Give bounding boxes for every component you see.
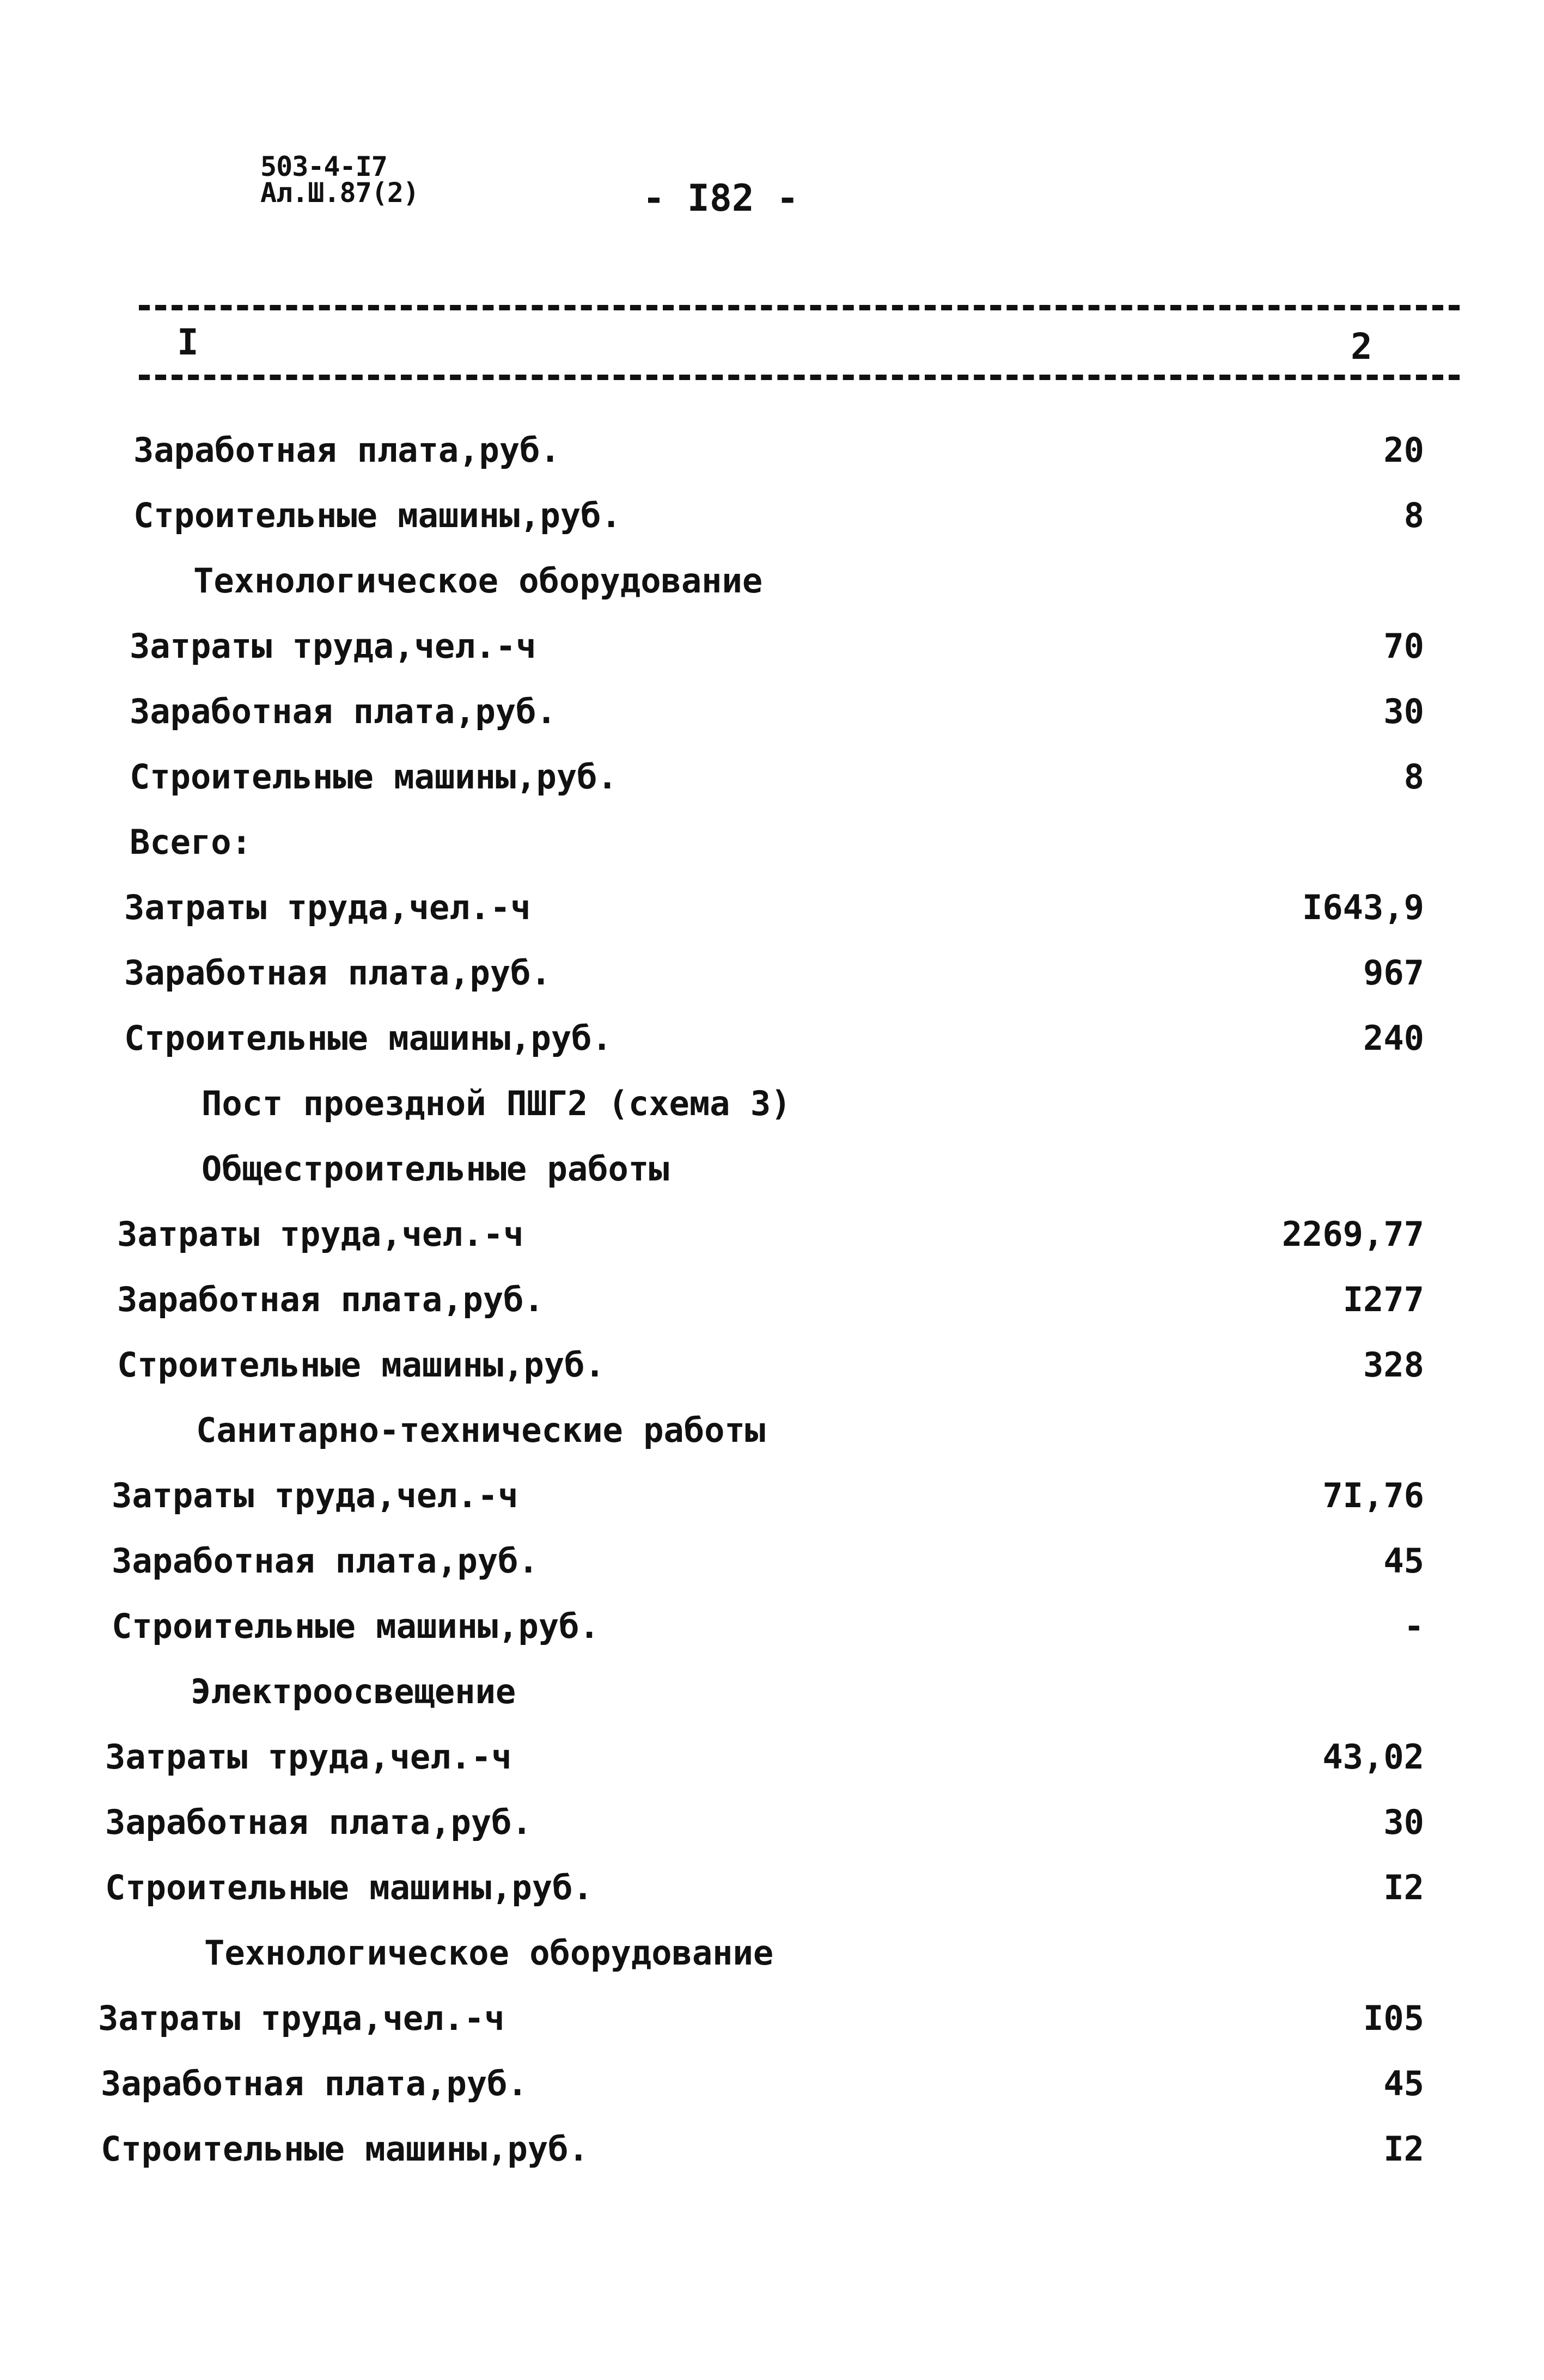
section-heading-row	[0, 561, 1544, 615]
row-label: Затраты труда,чел.-ч	[98, 1998, 505, 2038]
table-row	[0, 2129, 1544, 2183]
column-header-2: 2	[1351, 326, 1372, 368]
row-value: 20	[1383, 430, 1424, 470]
table-row	[0, 1737, 1544, 1791]
row-label: Строительные машины,руб.	[112, 1606, 600, 1646]
row-label: Заработная плата,руб.	[117, 1280, 544, 1319]
table-top-rule	[139, 305, 1460, 310]
table-row	[0, 888, 1544, 942]
row-label: Пост проездной ПШГ2 (схема 3)	[202, 1084, 791, 1123]
row-label: Строительные машины,руб.	[117, 1345, 605, 1385]
row-label: Технологическое оборудование	[193, 561, 763, 601]
row-label: Заработная плата,руб.	[124, 953, 551, 993]
section-heading-row	[0, 1672, 1544, 1726]
row-label: Затраты труда,чел.-ч	[105, 1737, 512, 1777]
table-row	[0, 1018, 1544, 1073]
row-label: Всего:	[130, 822, 252, 862]
row-label: Затраты труда,чел.-ч	[112, 1476, 518, 1515]
table-row	[0, 495, 1544, 550]
table-row	[0, 626, 1544, 681]
doc-code-line2: Ал.Ш.87(2)	[260, 177, 419, 209]
row-value: 967	[1363, 953, 1424, 993]
row-label: Затраты труда,чел.-ч	[117, 1214, 524, 1254]
section-heading-row	[0, 1149, 1544, 1203]
table-row	[0, 1476, 1544, 1530]
row-value: 8	[1403, 757, 1424, 797]
doc-code	[260, 151, 419, 209]
row-label: Строительные машины,руб.	[133, 495, 621, 535]
row-value: 70	[1383, 626, 1424, 666]
row-value: 7I,76	[1322, 1476, 1424, 1515]
table-row	[0, 430, 1544, 485]
table-row	[0, 757, 1544, 811]
row-value: 30	[1383, 1802, 1424, 1842]
table-row	[0, 1868, 1544, 1922]
row-value: 8	[1403, 495, 1424, 535]
row-value: 2269,77	[1281, 1214, 1424, 1254]
row-label: Строительные машины,руб.	[124, 1018, 612, 1058]
row-value: I2	[1383, 2129, 1424, 2169]
table-row	[0, 1280, 1544, 1334]
table-row	[0, 692, 1544, 746]
table-row	[0, 1802, 1544, 1857]
row-label: Электроосвещение	[191, 1672, 516, 1711]
row-label: Заработная плата,руб.	[133, 430, 560, 470]
column-header-1: I	[177, 321, 199, 363]
row-value: -	[1403, 1606, 1424, 1646]
row-value: 45	[1383, 2064, 1424, 2103]
row-label: Затраты труда,чел.-ч	[124, 888, 531, 927]
row-value: I2	[1383, 1868, 1424, 1907]
row-label: Строительные машины,руб.	[101, 2129, 589, 2169]
table-row	[0, 1998, 1544, 2053]
row-label: Заработная плата,руб.	[105, 1802, 532, 1842]
section-heading-row	[0, 1084, 1544, 1138]
row-label: Строительные машины,руб.	[105, 1868, 593, 1907]
row-label: Технологическое оборудование	[204, 1933, 774, 1973]
row-value: I277	[1342, 1280, 1424, 1319]
row-value: 328	[1363, 1345, 1424, 1385]
table-row	[0, 1541, 1544, 1595]
section-heading-row	[0, 1933, 1544, 1987]
row-value: I643,9	[1302, 888, 1424, 927]
row-label: Общестроительные работы	[202, 1149, 669, 1189]
table-row	[0, 953, 1544, 1007]
table-row	[0, 1345, 1544, 1399]
row-label: Заработная плата,руб.	[112, 1541, 539, 1581]
row-value: 240	[1363, 1018, 1424, 1058]
row-label: Заработная плата,руб.	[130, 692, 557, 731]
row-label: Заработная плата,руб.	[101, 2064, 528, 2103]
table-row	[0, 2064, 1544, 2118]
row-value: 30	[1383, 692, 1424, 731]
table-row	[0, 1606, 1544, 1661]
row-value: 43,02	[1322, 1737, 1424, 1777]
page-number: - I82 -	[643, 177, 799, 220]
table-header-rule	[139, 375, 1460, 380]
row-value: 45	[1383, 1541, 1424, 1581]
row-label: Затраты труда,чел.-ч	[130, 626, 536, 666]
doc-code-line1: 503-4-I7	[260, 151, 387, 182]
section-heading-row	[0, 1410, 1544, 1465]
row-label: Санитарно-технические работы	[196, 1410, 766, 1450]
section-heading-row	[0, 822, 1544, 877]
table-row	[0, 1214, 1544, 1269]
row-label: Строительные машины,руб.	[130, 757, 618, 797]
row-value: I05	[1363, 1998, 1424, 2038]
